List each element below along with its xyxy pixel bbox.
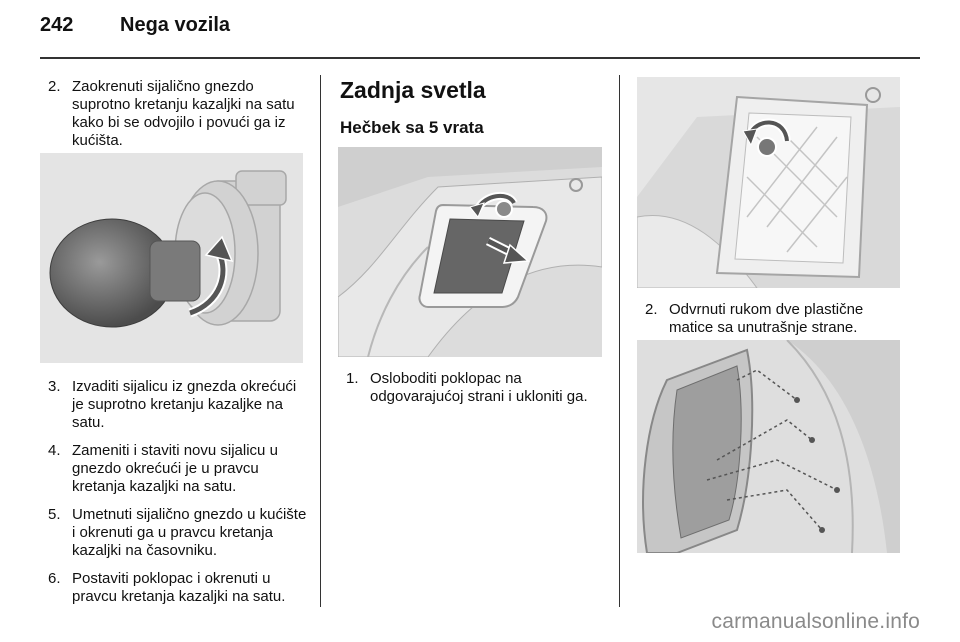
step-text: Postaviti poklopac i okrenuti u pravcu kretanja kazaljki na satu.: [72, 570, 286, 605]
list-item: [48, 78, 308, 150]
step-number: 2.: [48, 78, 61, 95]
column-divider-right: [619, 75, 620, 607]
step-number: 4.: [48, 442, 61, 459]
bulb-socket-drawing: [40, 153, 303, 363]
rear-light-removal-illustration: [637, 340, 900, 553]
step-number: 5.: [48, 506, 61, 523]
list-item: [48, 570, 310, 606]
list-item: [346, 370, 608, 406]
step-text: Osloboditi poklopac na odgovarajućoj strani i ukloniti ga.: [370, 370, 588, 405]
section-title: Zadnja svetla: [340, 77, 486, 103]
rear-light-cover-drawing: [338, 147, 602, 357]
rear-light-removal-drawing: [637, 340, 900, 553]
step-text: Zaokrenuti sijalično gnezdo suprotno kretanju kazaljki na satu kako bi se odvojilo i povući ga iz kućišta.: [72, 78, 295, 149]
watermark: carmanualsonline.info: [711, 610, 920, 633]
column-divider-left: [320, 75, 321, 607]
lamp-housing-drawing: [637, 77, 900, 288]
step-text: Odvrnuti rukom dve plastične matice sa unutrašnje strane.: [669, 301, 864, 336]
step-number: 6.: [48, 570, 61, 587]
middle-steps: [346, 370, 608, 416]
header-rule: [40, 57, 920, 59]
step-number: 3.: [48, 378, 61, 395]
list-item: [48, 442, 310, 496]
step-number: 1.: [346, 370, 359, 387]
list-item: [48, 378, 310, 432]
page-title: Nega vozila: [120, 14, 231, 36]
list-item: [48, 506, 310, 560]
lamp-housing-illustration: [637, 77, 900, 288]
subsection-title: Hečbek sa 5 vrata: [340, 118, 484, 137]
page-header: [40, 14, 920, 50]
step-text: Izvaditi sijalicu iz gnezda okrećući je suprotno kretanju kazaljke na satu.: [72, 378, 297, 431]
left-steps-top: [48, 78, 308, 160]
step-number: 2.: [645, 301, 658, 318]
page-number: 242: [40, 14, 74, 36]
step-text: Zameniti i staviti novu sijalicu u gnezdo okrećući je u pravcu kretanja kazaljki na satu.: [72, 442, 278, 495]
rear-light-cover-illustration: [338, 147, 602, 357]
list-item: [645, 301, 907, 337]
bulb-socket-illustration: [40, 153, 303, 363]
step-text: Umetnuti sijalično gnezdo u kućište i okrenuti ga u pravcu kretanja kazaljki na časovniku.: [72, 506, 307, 559]
left-steps-bottom: [48, 378, 310, 616]
